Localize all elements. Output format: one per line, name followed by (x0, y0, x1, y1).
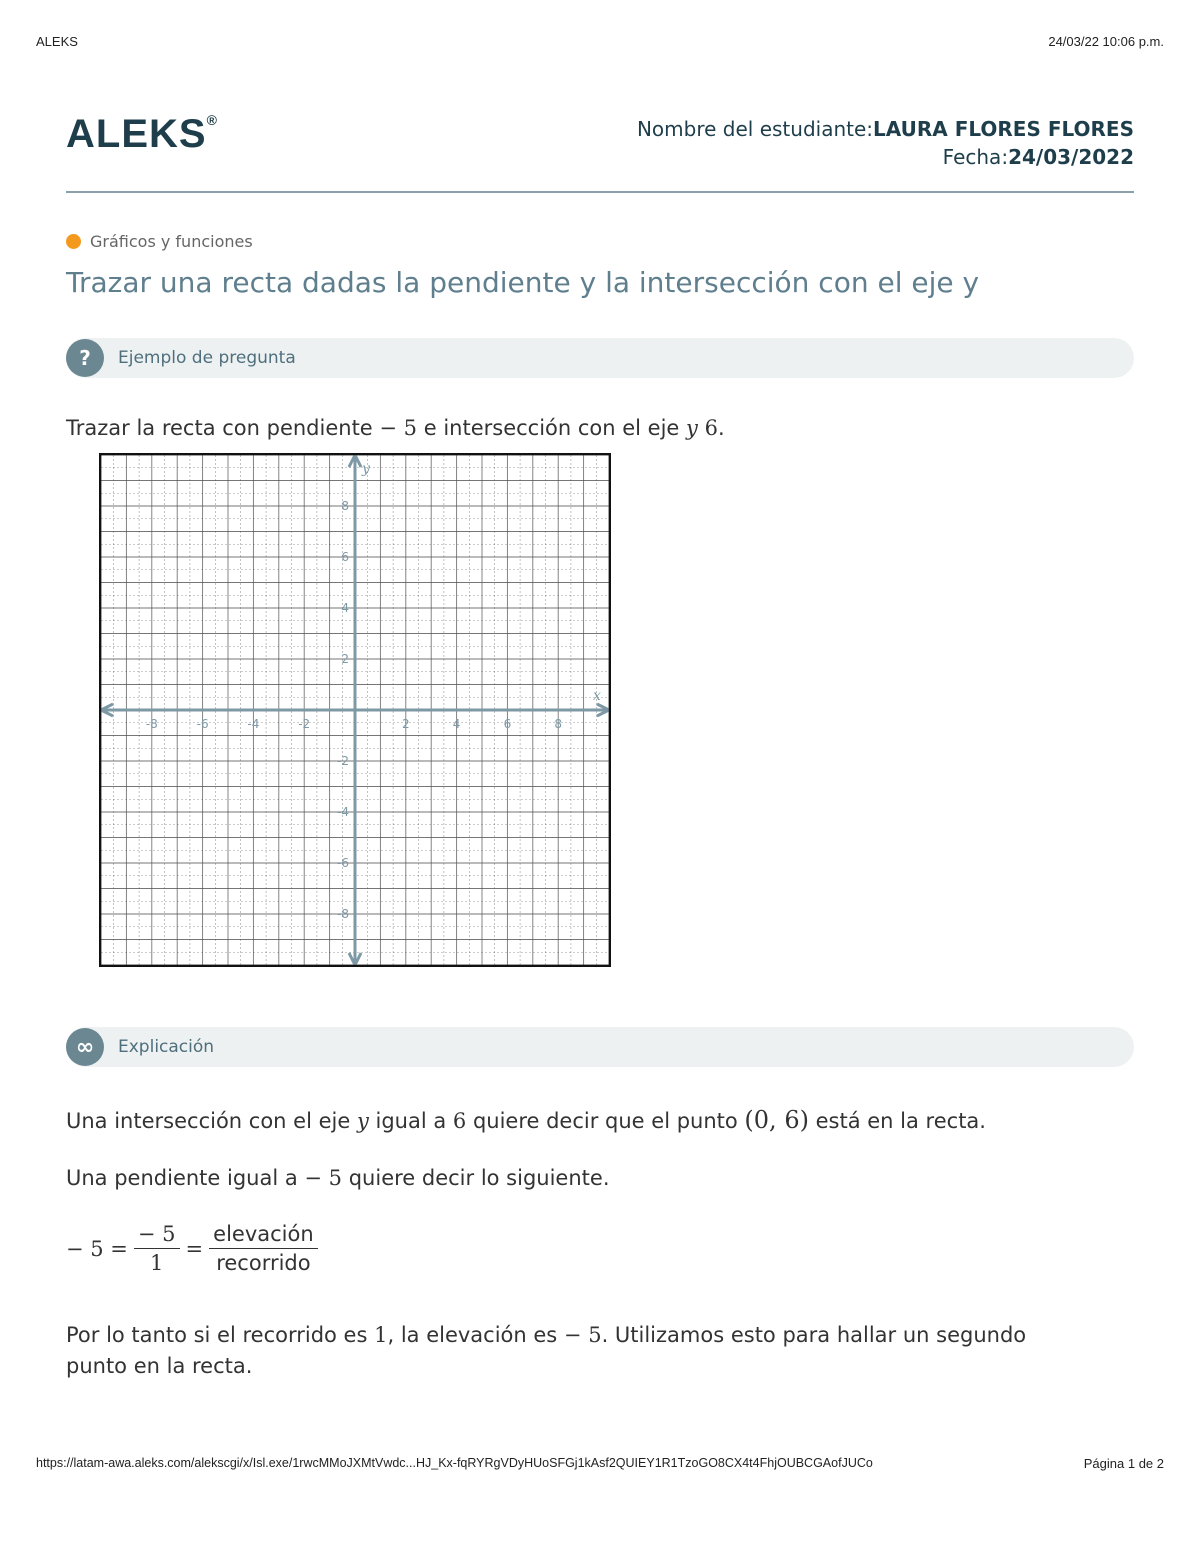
student-name-value: LAURA FLORES FLORES (873, 117, 1134, 141)
y-tick-label: -8 (337, 907, 349, 921)
question-slope: − 5 (379, 416, 418, 440)
y-tick-label: -6 (337, 856, 349, 870)
explanation-line-3 (66, 1323, 1026, 1347)
student-name-row (637, 115, 1134, 143)
x-tick-label: 6 (503, 717, 512, 731)
explanation-line-4: punto en la recta. (66, 1354, 253, 1378)
fraction-denominator: 1 (150, 1251, 164, 1275)
question-text-part: e intersección con el eje (417, 416, 687, 440)
y-axis-label: y (362, 461, 370, 477)
y-tick-label: 8 (341, 499, 349, 513)
print-footer (36, 1456, 1164, 1471)
date-value: 24/03/2022 (1008, 145, 1134, 169)
student-info (637, 115, 1134, 171)
x-axis-label: x (593, 688, 601, 704)
question-icon: ? (66, 339, 104, 377)
topic-dot-icon (66, 234, 81, 249)
print-header-datetime: 24/03/22 10:06 p.m. (1048, 34, 1164, 49)
question-axis-var: y (686, 416, 698, 440)
explanation-text-part: Por lo tanto si el recorrido es (66, 1323, 375, 1347)
math-run: 1 (374, 1323, 388, 1347)
logo-registered-mark: ® (206, 111, 218, 128)
explanation-band-label: Explicación (118, 1037, 215, 1057)
student-name-label: Nombre del estudiante: (636, 117, 874, 141)
explanation-text-part: está en la recta. (808, 1109, 986, 1133)
aleks-logo (66, 112, 218, 157)
math-slope: − 5 (304, 1166, 343, 1190)
y-tick-label: -2 (337, 754, 349, 768)
question-text-part: . (717, 416, 725, 440)
print-header (36, 34, 1164, 49)
header-divider (66, 191, 1134, 193)
explanation-text-part: Una pendiente igual a (66, 1166, 305, 1190)
date-label: Fecha: (942, 145, 1009, 169)
print-footer-page: Página 1 de 2 (1083, 1456, 1164, 1471)
explanation-text-part: quiere decir que el punto (466, 1109, 745, 1133)
math-intercept: 6 (452, 1109, 467, 1133)
x-tick-label: 2 (401, 717, 410, 731)
question-text-part: Trazar la recta con pendiente (66, 416, 380, 440)
fraction-run: recorrido (216, 1251, 311, 1275)
x-tick-label: -8 (145, 717, 158, 731)
print-header-app: ALEKS (36, 34, 78, 49)
explanation-text-part: igual a (368, 1109, 453, 1133)
x-tick-label: -6 (196, 717, 209, 731)
fraction-rise: elevación (209, 1222, 318, 1249)
date-row (637, 143, 1134, 171)
explanation-text-part: Una intersección con el eje (66, 1109, 357, 1133)
equation-lhs: − 5 = (66, 1236, 128, 1261)
explanation-text-part: quiere decir lo siguiente. (342, 1166, 610, 1190)
explanation-text-part: , la elevación es (387, 1323, 564, 1347)
math-point: (0, 6) (744, 1106, 809, 1134)
math-rise: − 5 (563, 1323, 602, 1347)
explanation-line-2 (66, 1166, 610, 1190)
y-tick-label: -4 (337, 805, 349, 819)
math-y: y (356, 1109, 369, 1133)
y-tick-label: 4 (341, 601, 349, 615)
topic (66, 232, 253, 251)
infinity-icon: ∞ (66, 1028, 104, 1066)
y-tick-label: 2 (341, 652, 349, 666)
x-tick-label: -4 (247, 717, 260, 731)
explanation-band (66, 1027, 1134, 1067)
x-tick-label: -2 (298, 717, 311, 731)
y-tick-label: 6 (341, 550, 349, 564)
question-intercept: 6 (697, 416, 718, 440)
coordinate-graph[interactable] (99, 453, 611, 967)
fraction-numerator: − 5 (134, 1222, 180, 1249)
print-footer-url: https://latam-awa.aleks.com/alekscgi/x/Isl.exe/1rwcMMoJXMtVwdc...HJ_Kx-fqRYRgVDyHUoSFGj1kAsf2QUIEY1R1TzoGO8CX4t4FhjOUBCGAofJUCo (36, 1456, 873, 1470)
fraction-words (209, 1222, 318, 1275)
x-tick-label: 4 (452, 717, 461, 731)
x-tick-label: 8 (554, 717, 563, 731)
topic-label: Gráficos y funciones (90, 232, 253, 251)
explanation-line-1 (66, 1106, 986, 1134)
question-text (66, 416, 725, 440)
question-band (66, 338, 1134, 378)
slope-equation (66, 1222, 324, 1275)
page-title: Trazar una recta dadas la pendiente y la intersección con el eje y (66, 266, 980, 299)
fraction-numeric (134, 1222, 180, 1275)
equation-equals: = (185, 1236, 204, 1261)
explanation-text-part: . Utilizamos esto para hallar un segundo (601, 1323, 1027, 1347)
question-band-label: Ejemplo de pregunta (118, 348, 296, 368)
logo-text: ALEKS (66, 112, 207, 156)
